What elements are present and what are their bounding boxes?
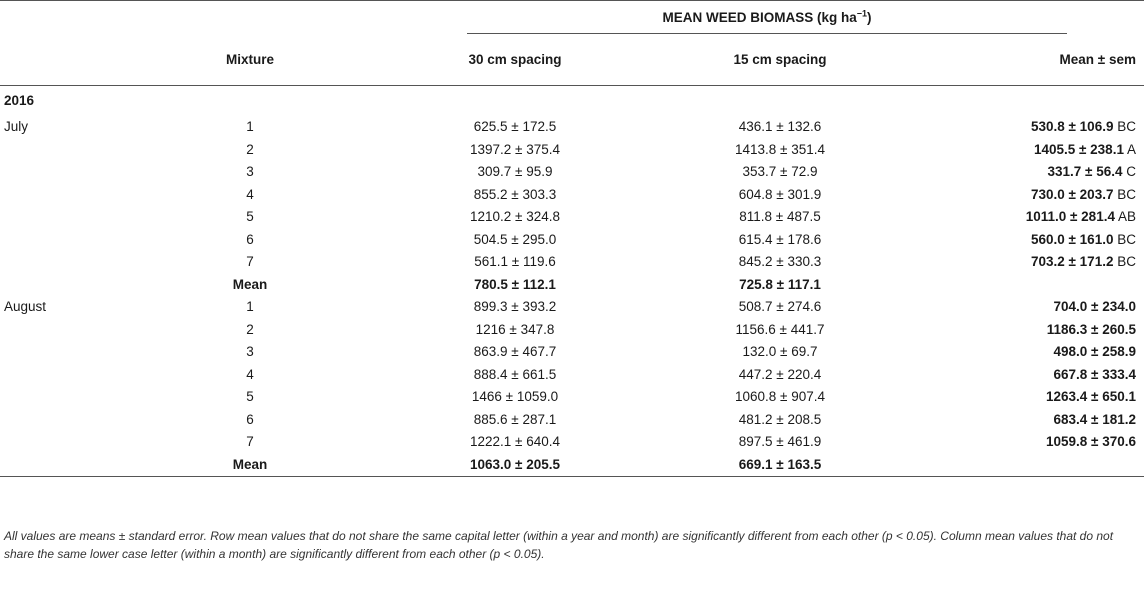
significance-letter: A (1126, 141, 1136, 157)
row-mean-value: 683.4 ± 181.2 (1053, 411, 1136, 427)
significance-letter: BC (1117, 186, 1136, 202)
spacing-30-cell: 1210.2 ± 324.8 (470, 209, 560, 224)
row-mean-value: 498.0 ± 258.9 (1053, 344, 1136, 359)
spacing-15-cell: 811.8 ± 487.5 (739, 209, 821, 224)
row-mean-cell (920, 386, 1144, 409)
mean-label: Mean (232, 456, 268, 472)
table-row (0, 229, 1144, 252)
spacing-30-cell: 888.4 ± 661.5 (473, 366, 557, 382)
mixture-cell: 3 (246, 344, 254, 359)
spacing-15-cell: 1060.8 ± 907.4 (735, 389, 825, 404)
significance-letter: AB (1117, 209, 1136, 224)
row-mean-cell (920, 364, 1144, 387)
month-label: August (4, 299, 47, 314)
spacing-30-cell: 504.5 ± 295.0 (473, 231, 557, 247)
table-row (0, 251, 1144, 274)
empty-cell (0, 229, 110, 252)
empty-cell (0, 409, 110, 432)
row-mean-value: 530.8 ± 106.9 (1030, 119, 1114, 134)
row-mean-cell (920, 161, 1144, 184)
mean-label: Mean (232, 276, 268, 292)
spacing-30-cell: 1466 ± 1059.0 (471, 389, 559, 404)
mixture-cell: 6 (246, 411, 254, 427)
super-header (390, 1, 1144, 36)
row-mean-value: 730.0 ± 203.7 (1030, 186, 1114, 202)
spacing-30-cell: 885.6 ± 287.1 (473, 411, 557, 427)
super-title-exponent: −1 (856, 8, 868, 19)
spacing-15-cell: 615.4 ± 178.6 (738, 231, 822, 247)
mixture-cell: 6 (246, 231, 254, 247)
row-mean-cell (920, 116, 1144, 139)
mixture-cell: 4 (246, 186, 254, 202)
column-mean-30: 1063.0 ± 205.5 (470, 456, 560, 472)
column-header-row (0, 35, 1144, 86)
spacing-30-cell: 625.5 ± 172.5 (473, 119, 557, 134)
row-mean-value: 667.8 ± 333.4 (1053, 366, 1136, 382)
significance-letter: BC (1117, 231, 1136, 247)
empty-cell (0, 319, 110, 342)
table-row (0, 341, 1144, 364)
row-mean-value: 1263.4 ± 650.1 (1046, 389, 1136, 404)
table-row (0, 364, 1144, 387)
table-row (0, 409, 1144, 432)
row-mean-cell (920, 431, 1144, 454)
mixture-cell: 5 (246, 209, 254, 224)
super-title-close: ) (867, 10, 872, 25)
spacing-15-cell: 353.7 ± 72.9 (742, 164, 818, 179)
significance-letter: C (1126, 164, 1136, 179)
table-footnote: All values are means ± standard error. Row mean values that do not share the same capital letter (within a year and month) are significantly different from each other (p < 0.05). Column mean values that do not share the same lower case letter (within a month) are significantly different from each other (p < 0.05). (4, 529, 1114, 561)
spacing-15-cell: 897.5 ± 461.9 (738, 434, 822, 449)
table-row (0, 431, 1144, 454)
spacing-30-cell: 855.2 ± 303.3 (473, 186, 557, 202)
empty-cell (920, 454, 1144, 477)
empty-cell (0, 251, 110, 274)
column-mean-15: 669.1 ± 163.5 (738, 456, 822, 472)
row-mean-cell (920, 409, 1144, 432)
col-header-30cm: 30 cm spacing (468, 52, 562, 67)
row-mean-value: 1186.3 ± 260.5 (1046, 321, 1136, 337)
spacing-15-cell: 845.2 ± 330.3 (738, 254, 822, 269)
row-mean-value: 560.0 ± 161.0 (1030, 231, 1114, 247)
spacing-30-cell: 863.9 ± 467.7 (473, 344, 557, 359)
empty-cell (0, 206, 110, 229)
table-body (0, 86, 1144, 477)
significance-letter: BC (1117, 254, 1136, 269)
table-row (0, 319, 1144, 342)
mixture-cell: 7 (246, 254, 254, 269)
spacing-30-cell: 899.3 ± 393.2 (473, 299, 557, 314)
row-mean-cell (920, 251, 1144, 274)
table-row (0, 206, 1144, 229)
row-mean-cell (920, 206, 1144, 229)
col-header-mean: Mean ± sem (1059, 52, 1136, 67)
row-mean-value: 704.0 ± 234.0 (1053, 299, 1136, 314)
empty-cell (0, 431, 110, 454)
spacing-15-cell: 447.2 ± 220.4 (738, 366, 822, 382)
empty-cell (0, 454, 110, 477)
col-header-mixture: Mixture (225, 52, 274, 67)
spacing-15-cell: 508.7 ± 274.6 (738, 299, 822, 314)
spacing-15-cell: 481.2 ± 208.5 (738, 411, 822, 427)
column-mean-30: 780.5 ± 112.1 (474, 276, 556, 292)
row-mean-value: 703.2 ± 171.2 (1030, 254, 1114, 269)
month-label: July (4, 119, 29, 134)
row-mean-value: 1059.8 ± 370.6 (1046, 434, 1136, 449)
spacing-15-cell: 1413.8 ± 351.4 (735, 141, 825, 157)
empty-cell (0, 341, 110, 364)
table-row (0, 296, 1144, 319)
spacing-15-cell: 1156.6 ± 441.7 (735, 321, 825, 337)
column-mean-row (0, 454, 1144, 477)
spacing-30-cell: 1397.2 ± 375.4 (470, 141, 560, 157)
row-mean-cell (920, 341, 1144, 364)
mixture-cell: 7 (246, 434, 254, 449)
spacing-30-cell: 1216 ± 347.8 (475, 321, 555, 337)
mixture-cell: 2 (246, 321, 254, 337)
super-header-row (0, 1, 1144, 36)
spacing-15-cell: 132.0 ± 69.7 (742, 344, 818, 359)
column-mean-row (0, 274, 1144, 297)
year-row (0, 86, 1144, 117)
mixture-cell: 3 (246, 164, 254, 179)
mixture-cell: 2 (246, 141, 254, 157)
spacing-15-cell: 436.1 ± 132.6 (738, 119, 822, 134)
empty-cell (0, 364, 110, 387)
empty-cell (0, 184, 110, 207)
mixture-cell: 4 (246, 366, 254, 382)
mixture-cell: 5 (246, 389, 254, 404)
table-row (0, 386, 1144, 409)
empty-cell (0, 386, 110, 409)
row-mean-cell (920, 319, 1144, 342)
empty-cell (920, 274, 1144, 297)
row-mean-value: 1011.0 ± 281.4 (1025, 209, 1115, 224)
row-mean-value: 1405.5 ± 238.1 (1033, 141, 1124, 157)
spacing-30-cell: 561.1 ± 119.6 (474, 254, 556, 269)
empty-cell (0, 274, 110, 297)
row-mean-cell (920, 296, 1144, 319)
empty-cell (0, 161, 110, 184)
spacing-15-cell: 604.8 ± 301.9 (738, 186, 822, 202)
super-title: MEAN WEED BIOMASS (kg ha (662, 10, 857, 25)
table-row (0, 139, 1144, 162)
empty-cell (0, 139, 110, 162)
column-mean-15: 725.8 ± 117.1 (739, 276, 821, 292)
row-mean-cell (920, 139, 1144, 162)
col-header-15cm: 15 cm spacing (733, 52, 827, 67)
year-label: 2016 (4, 93, 35, 108)
mixture-cell: 1 (246, 299, 254, 314)
spacing-30-cell: 309.7 ± 95.9 (477, 164, 553, 179)
row-mean-cell (920, 229, 1144, 252)
row-mean-cell (920, 184, 1144, 207)
table-row (0, 116, 1144, 139)
significance-letter: BC (1117, 119, 1136, 134)
spacing-30-cell: 1222.1 ± 640.4 (470, 434, 560, 449)
table-row (0, 184, 1144, 207)
row-mean-value: 331.7 ± 56.4 (1047, 164, 1123, 179)
mixture-cell: 1 (246, 119, 254, 134)
table-row (0, 161, 1144, 184)
